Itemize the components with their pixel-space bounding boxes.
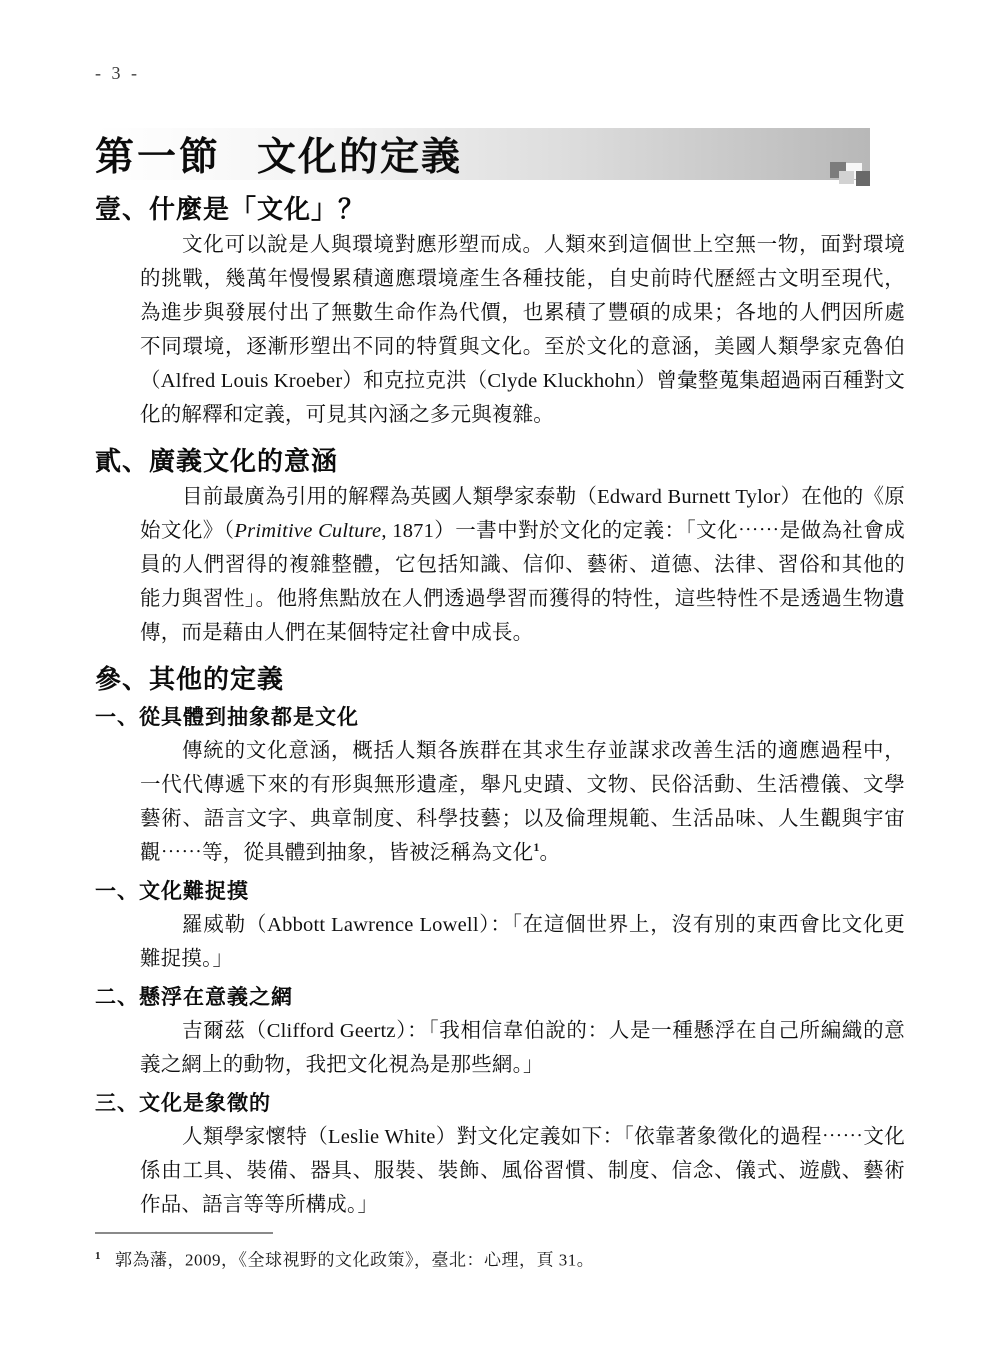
mosaic-square-icon: [856, 171, 870, 186]
footnote-block: [95, 1232, 905, 1273]
subheading-webs-of-meaning: 二、懸浮在意義之網: [95, 986, 293, 1009]
page-content: [95, 0, 905, 1273]
paragraph-concrete-to-abstract: [140, 734, 905, 870]
footnote-divider: [95, 1232, 273, 1234]
footnote-marker: 1: [95, 1250, 101, 1262]
paragraph-text: 傳統的文化意涵，概括人類各族群在其求生存並謀求改善生活的適應過程中，一代代傳遞下來的有形與無形遺產，舉凡史蹟、文物、民俗活動、生活禮儀、文學藝術、語言文字、典章制度、科學技藝；以及倫理規範、生活品味、人生觀與宇宙觀⋯⋯等，從具體到抽象，皆被泛稱為文化: [140, 740, 905, 864]
chapter-label: 第一節: [95, 136, 222, 179]
paragraph-section-2: [140, 480, 905, 650]
paragraph-culture-symbolic: 人類學家懷特（Leslie White）對文化定義如下：「依靠著象徵化的過程⋯⋯文化係由工具、裝備、器具、服裝、裝飾、風俗習慣、制度、信念、儀式、遊戲、藝術作品、語言等等所構成。」: [140, 1126, 905, 1216]
heading-section-1: 壹、什麼是「文化」？: [95, 195, 366, 224]
paragraph-section-1: 文化可以說是人與環境對應形塑而成。人類來到這個世上空無一物，面對環境的挑戰，幾萬年慢慢累積適應環境產生各種技能，自史前時代歷經古文明至現代，為進步與發展付出了無數生命作為代價，也累積了豐碩的成果；各地的人們因所處不同環境，逐漸形塑出不同的特質與文化。至於文化的意涵，美國人類學家克魯伯（Alfred Louis Kroeber）和克拉克洪（Clyde Kluckhohn）曾彙整蒐集超過兩百種對文化的解釋和定義，可見其內涵之多元與複雜。: [140, 234, 905, 426]
mosaic-square-icon: [839, 171, 854, 184]
heading-section-3: 參、其他的定義: [95, 665, 285, 694]
subheading-culture-elusive: 一、文化難捉摸: [95, 880, 249, 903]
section-header-bar: [95, 128, 870, 180]
paragraph-text: 。: [539, 842, 561, 864]
paragraph-webs-of-meaning: 吉爾茲（Clifford Geertz）：「我相信韋伯說的：人是一種懸浮在自己所編織的意義之網上的動物，我把文化視為是那些網。」: [140, 1020, 905, 1076]
heading-section-2: 貳、廣義文化的意涵: [95, 447, 339, 476]
footnote: [95, 1244, 905, 1273]
paragraph-text: , 1871）一書中對於文化的定義：「文化⋯⋯是做為社會成員的人們習得的複雜整體，它包括知識、信仰、藝術、道德、法律、習俗和其他的能力與習性」。他將焦點放在人們透過學習而獲得的特性，這些特性不是透過生物遺傳，而是藉由人們在某個特定社會中成長。: [140, 520, 905, 644]
footnote-ref: 1: [533, 840, 540, 855]
paragraph-culture-elusive: 羅威勒（Abbott Lawrence Lowell）：「在這個世界上，沒有別的東西會比文化更難捉摸。」: [140, 914, 905, 970]
book-title-italic: Primitive Culture: [234, 520, 382, 542]
subheading-culture-symbolic: 三、文化是象徵的: [95, 1092, 271, 1115]
footnote-text: 郭為藩，2009，《全球視野的文化政策》，臺北：心理，頁 31。: [115, 1250, 595, 1270]
subheading-concrete-to-abstract: 一、從具體到抽象都是文化: [95, 706, 359, 729]
paragraph-text: 目前最廣為引用的解釋為英國人類學家泰勒（Edward Burnett Tylor）在他的《原始文化》（: [140, 486, 905, 542]
page-number: - 3 -: [95, 63, 140, 83]
section-title: 文化的定義: [257, 136, 463, 179]
